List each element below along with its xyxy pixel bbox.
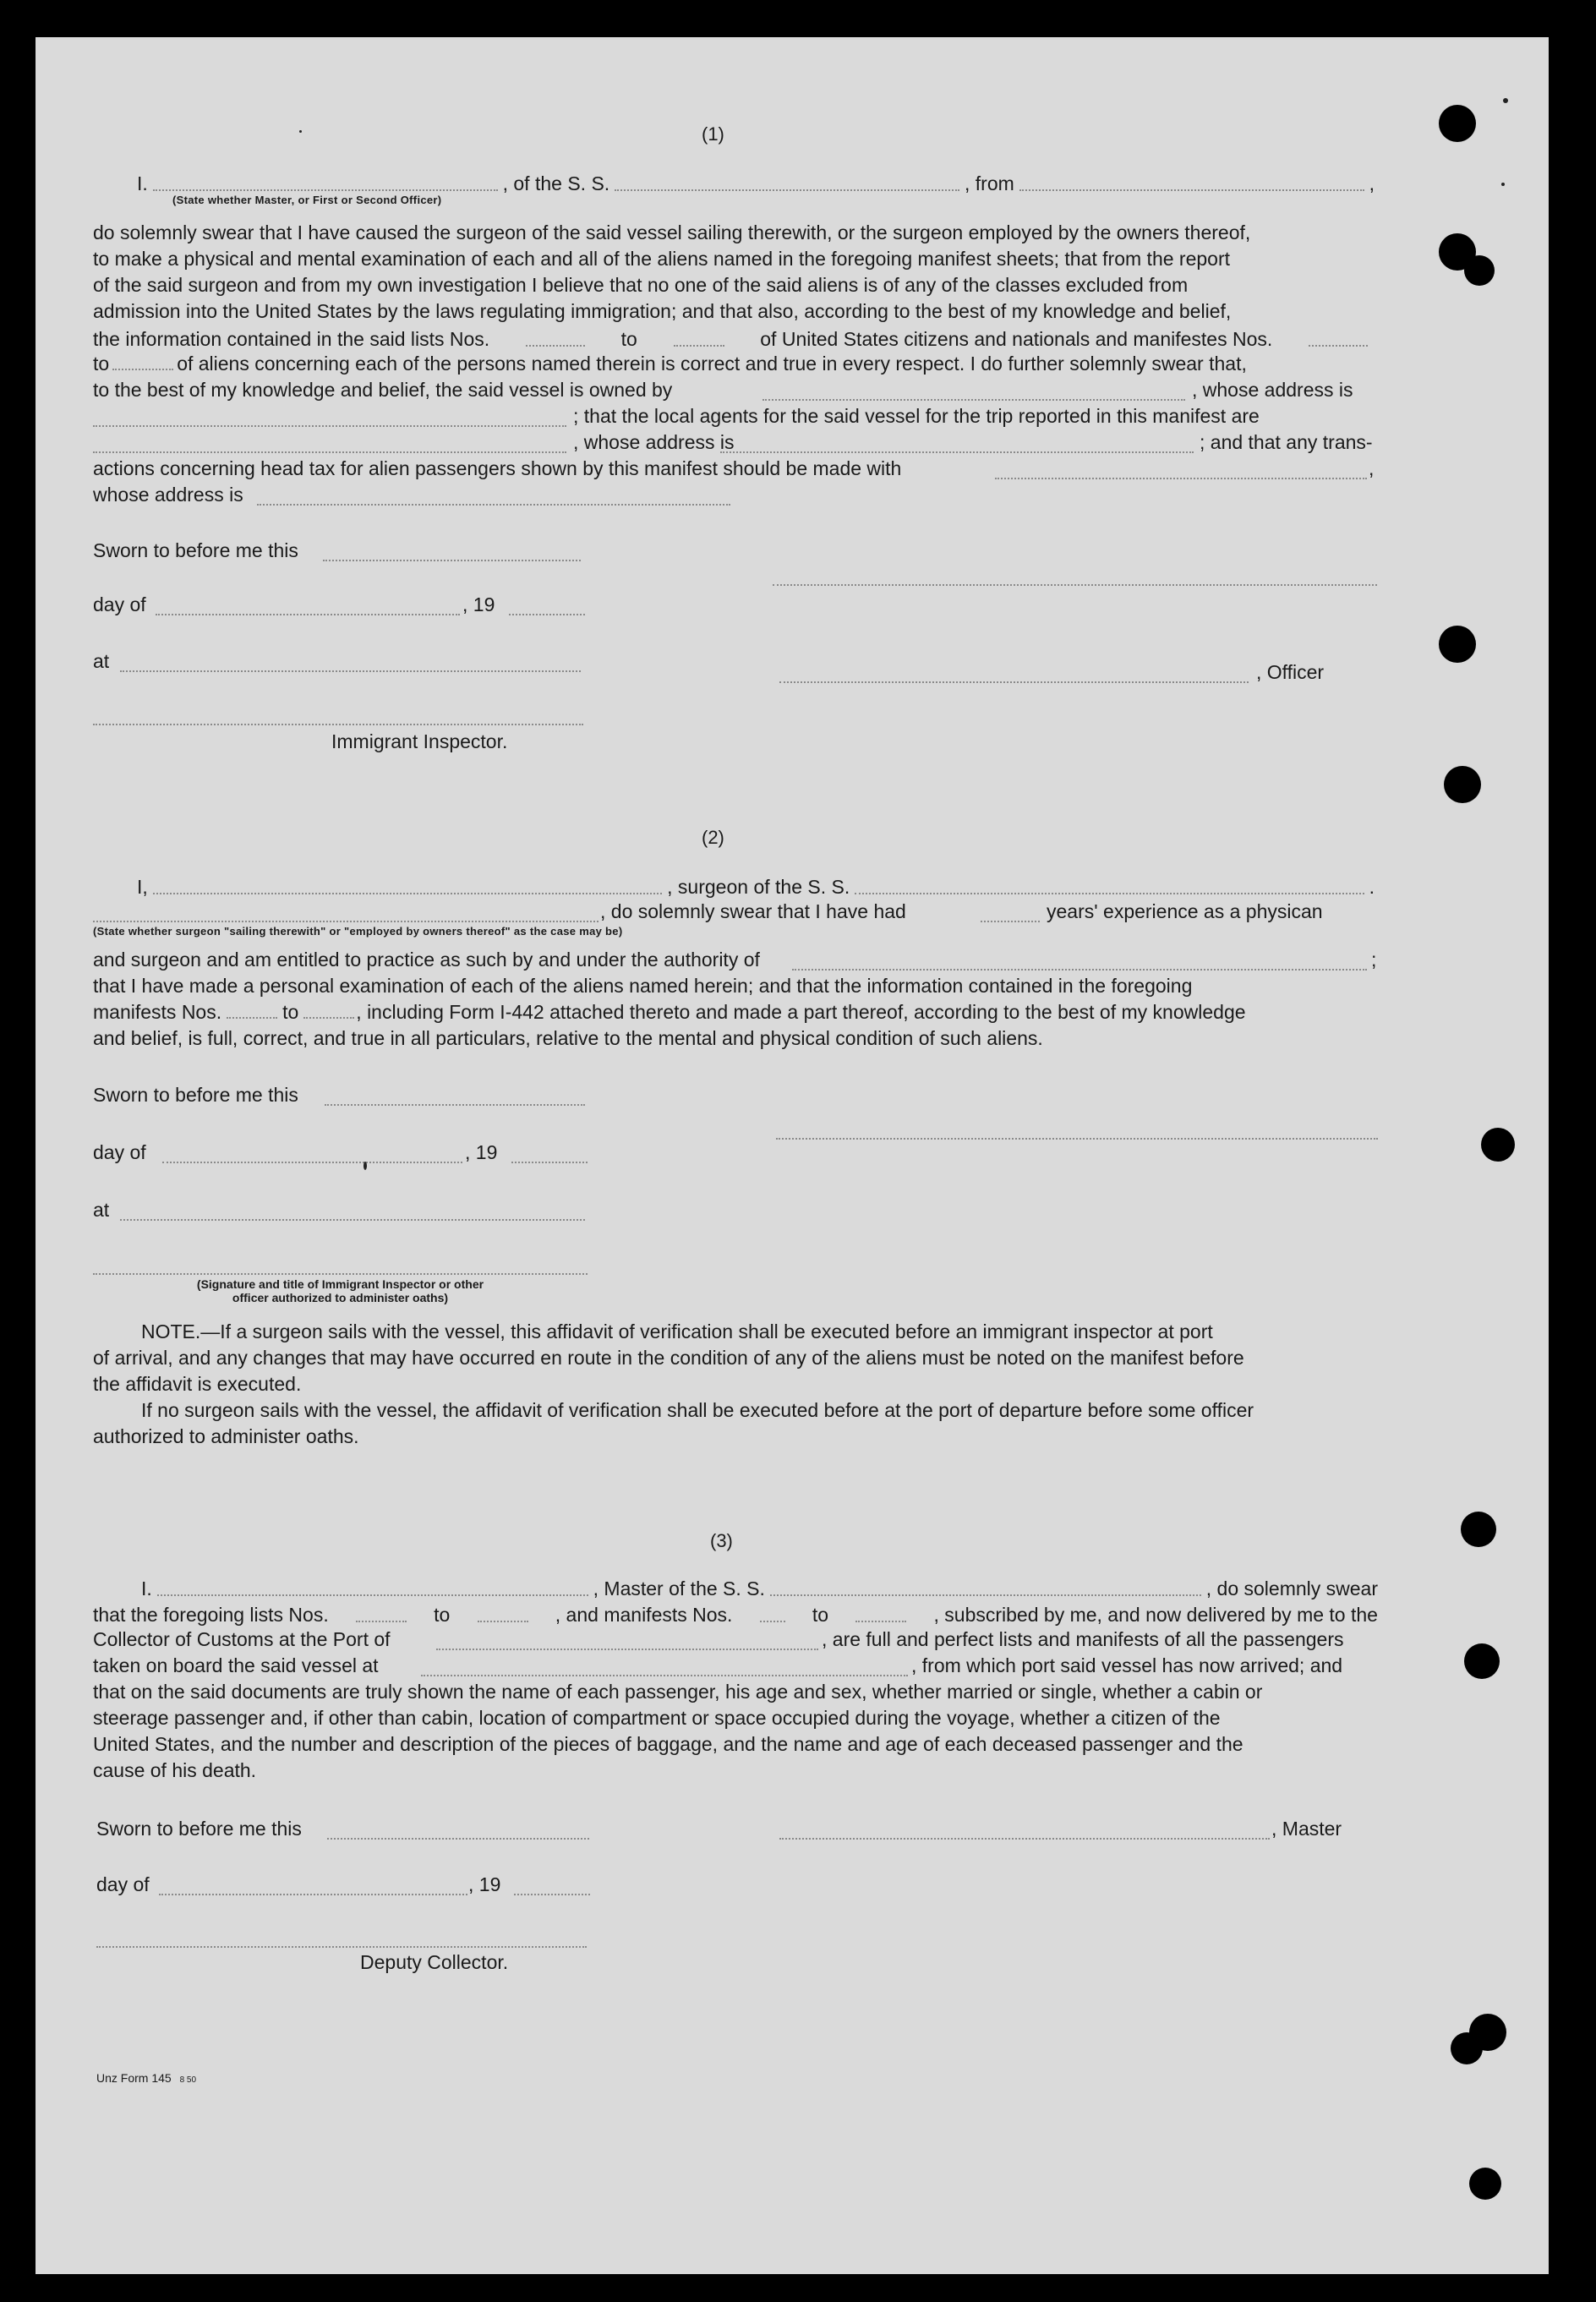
s2-manifests-to-field[interactable] xyxy=(303,1017,354,1019)
s1-line-8a: to the best of my knowledge and belief, the said vessel is owned by xyxy=(93,379,673,401)
departure-port-field[interactable] xyxy=(421,1675,908,1676)
s1-month-field[interactable] xyxy=(156,614,460,615)
paper-speck xyxy=(299,130,302,133)
s1-line-2: do solemnly swear that I have caused the surgeon of the said vessel sailing therewith, or the surgeon employed by the owners thereof, xyxy=(93,221,1251,243)
s2-line-2b: years' experience as a physican xyxy=(1047,900,1323,922)
s3-lists-from-field[interactable] xyxy=(356,1621,407,1622)
s2-line-6: and belief, is full, correct, and true in all particulars, relative to the mental and physical condition of such aliens. xyxy=(93,1027,1043,1049)
punch-hole xyxy=(1439,626,1476,663)
surgeon-name-field[interactable] xyxy=(153,893,662,894)
section-2-heading: (2) xyxy=(702,827,724,848)
s1-line-9: ; that the local agents for the said vessel for the trip reported in this manifest are xyxy=(573,405,1260,427)
note-line-3: the affidavit is executed. xyxy=(93,1373,302,1395)
section-3-heading: (3) xyxy=(710,1530,733,1551)
manifests-from-field[interactable] xyxy=(1309,345,1368,347)
s2-sworn-label: Sworn to before me this xyxy=(93,1084,298,1106)
s3-l1-c: , do solemnly swear xyxy=(1205,1577,1378,1599)
s1-l1-d: , xyxy=(1369,172,1375,194)
years-experience-field[interactable] xyxy=(981,921,1040,922)
s3-line-7: United States, and the number and description of the pieces of baggage, and the name and age of each deceased passenger and the xyxy=(93,1733,1243,1755)
s3-l2-c: , and manifests Nos. xyxy=(555,1604,733,1626)
s3-year-prefix: , 19 xyxy=(468,1873,501,1895)
s3-l1-a: I. xyxy=(141,1577,152,1599)
paper-speck xyxy=(363,1162,367,1170)
s1-rank-note: (State whether Master, or First or Second Officer) xyxy=(172,194,442,206)
s1-line-7 xyxy=(93,354,1247,374)
s3-line-3b: , are full and perfect lists and manifests of all the passengers xyxy=(822,1628,1344,1650)
surgeon-status-field[interactable] xyxy=(93,921,598,922)
s3-line-1 xyxy=(141,1577,1378,1600)
s2-sworn-date-field[interactable] xyxy=(325,1104,585,1106)
master-label: , Master xyxy=(1271,1818,1342,1840)
s2-line-3b: ; xyxy=(1371,949,1377,971)
note-line-1: NOTE.—If a surgeon sails with the vessel, this affidavit of verification shall be executed before an immigrant inspector at port xyxy=(141,1321,1213,1342)
s1-sworn-date-field[interactable] xyxy=(323,560,581,561)
s2-year-prefix: , 19 xyxy=(465,1141,498,1163)
affidavit-form-page xyxy=(36,37,1549,2274)
s1-line-10a: , whose address is xyxy=(573,431,735,453)
note-line-4: If no surgeon sails with the vessel, the affidavit of verification shall be executed before at the port of departure before some officer xyxy=(141,1399,1254,1421)
s2-signature-caption xyxy=(93,1277,588,1304)
punch-hole xyxy=(1444,766,1481,803)
punch-hole xyxy=(1481,1128,1515,1162)
s1-year-field[interactable] xyxy=(509,614,585,615)
s3-line-3a: Collector of Customs at the Port of xyxy=(93,1628,391,1650)
practice-authority-field[interactable] xyxy=(792,969,1367,971)
master-name-field[interactable] xyxy=(157,1594,588,1596)
s2-line-4: that I have made a personal examination of each of the aliens named herein; and that the information contained in the foregoing xyxy=(93,975,1193,997)
port-from-field[interactable] xyxy=(1019,189,1364,191)
s2-line-3a: and surgeon and am entitled to practice as such by and under the authority of xyxy=(93,949,760,971)
s3-l2-e: , subscribed by me, and now delivered by me to the xyxy=(933,1604,1378,1626)
s3-line-2 xyxy=(93,1604,1378,1627)
officer-signature-line[interactable] xyxy=(779,681,1249,683)
form-id-text: Unz Form 145 xyxy=(96,2071,172,2085)
s1-line-12: whose address is xyxy=(93,484,243,506)
s3-l2-a: that the foregoing lists Nos. xyxy=(93,1604,329,1626)
manifests-to-field[interactable] xyxy=(112,369,173,370)
s2-vessel-name-field[interactable] xyxy=(855,893,1364,894)
s1-l1-b: , of the S. S. xyxy=(502,172,610,194)
local-agents-field[interactable] xyxy=(93,451,566,453)
s2-month-field[interactable] xyxy=(162,1162,462,1163)
s1-signature-line[interactable] xyxy=(773,584,1377,586)
paper-speck xyxy=(1501,183,1505,186)
s3-line-5: that on the said documents are truly shown the name of each passenger, his age and sex, whether married or single, whether a cabin or xyxy=(93,1681,1263,1703)
form-identifier xyxy=(96,2071,196,2085)
citizens-list-to-field[interactable] xyxy=(674,345,724,347)
s3-line-8: cause of his death. xyxy=(93,1759,257,1781)
s2-l5-c: , including Form I-442 attached thereto and made a part thereof, according to the best of my knowledge xyxy=(356,1001,1246,1023)
s1-l1-c: , from xyxy=(965,172,1014,194)
s3-sworn-label: Sworn to before me this xyxy=(96,1818,302,1840)
s2-l5-b: to xyxy=(282,1001,299,1023)
inspector-signature-line[interactable] xyxy=(93,724,583,725)
s3-lists-to-field[interactable] xyxy=(478,1621,528,1622)
punch-hole xyxy=(1451,2032,1483,2064)
officer-label: , Officer xyxy=(1256,661,1325,683)
s2-l1-c: . xyxy=(1369,876,1375,898)
s3-vessel-name-field[interactable] xyxy=(770,1594,1201,1596)
s1-line-8b: , whose address is xyxy=(1192,379,1353,401)
s1-line-3: to make a physical and mental examination of each and all of the aliens named in the foregoing manifest sheets; that from the report xyxy=(93,248,1231,270)
s2-line-5 xyxy=(93,1003,1246,1022)
s2-year-field[interactable] xyxy=(511,1162,588,1163)
s1-l7-a: to xyxy=(93,353,110,375)
head-tax-address-field[interactable] xyxy=(257,504,730,506)
s2-place-field[interactable] xyxy=(120,1219,585,1221)
s2-dayof-label: day of xyxy=(93,1141,146,1163)
s2-line-1 xyxy=(137,876,1375,899)
s1-l6-c: of United States citizens and nationals and manifestes Nos. xyxy=(760,328,1273,350)
punch-hole xyxy=(1439,105,1476,142)
port-field[interactable] xyxy=(436,1649,818,1650)
s2-sig-note-1: (Signature and title of Immigrant Inspector or other xyxy=(196,1277,484,1291)
paper-speck xyxy=(1503,98,1508,103)
master-signature-line[interactable] xyxy=(779,1838,1270,1840)
s1-line-11b: , xyxy=(1369,457,1375,479)
punch-hole xyxy=(1461,1512,1496,1547)
punch-hole xyxy=(1469,2168,1501,2200)
s2-line-2a: , do solemnly swear that I have had xyxy=(600,900,906,922)
s1-sworn-label: Sworn to before me this xyxy=(93,539,298,561)
s1-line-6 xyxy=(93,328,1373,351)
s3-manifests-to-field[interactable] xyxy=(855,1621,906,1622)
s3-line-4a: taken on board the said vessel at xyxy=(93,1654,379,1676)
punch-hole xyxy=(1464,255,1495,286)
s2-status-note: (State whether surgeon "sailing therewith" or "employed by owners thereof" as the case may be) xyxy=(93,925,623,938)
s3-manifests-from-field[interactable] xyxy=(760,1621,785,1622)
punch-hole xyxy=(1464,1643,1500,1679)
s2-l1-a: I, xyxy=(137,876,148,898)
s3-year-field[interactable] xyxy=(514,1894,590,1895)
s2-at-label: at xyxy=(93,1199,110,1221)
inspector-label: Immigrant Inspector. xyxy=(331,730,508,752)
form-code-text: 8 50 xyxy=(179,2075,197,2085)
s1-l1-a: I. xyxy=(137,172,148,194)
collector-label: Deputy Collector. xyxy=(360,1951,509,1973)
s2-l5-a: manifests Nos. xyxy=(93,1001,222,1023)
agents-address-field[interactable] xyxy=(720,451,1194,453)
s1-line-10b: ; and that any trans- xyxy=(1200,431,1373,453)
s2-l1-b: , surgeon of the S. S. xyxy=(667,876,850,898)
s1-l6-b: to xyxy=(620,328,637,350)
s1-line-1 xyxy=(137,172,1375,195)
s1-year-prefix: , 19 xyxy=(462,593,495,615)
s1-line-4: of the said surgeon and from my own investigation I believe that no one of the said aliens is of any of the classes excluded from xyxy=(93,274,1189,296)
s3-l2-d: to xyxy=(812,1604,829,1626)
s3-l1-b: , Master of the S. S. xyxy=(593,1577,765,1599)
section-1-heading: (1) xyxy=(702,123,724,145)
owner-address-field[interactable] xyxy=(93,425,566,427)
surgeon-signature-line[interactable] xyxy=(776,1138,1378,1140)
vessel-name-field[interactable] xyxy=(615,189,959,191)
note-line-5: authorized to administer oaths. xyxy=(93,1425,359,1447)
collector-signature-line[interactable] xyxy=(96,1946,587,1948)
s1-l7-b: of aliens concerning each of the persons named therein is correct and true in every respect. I do further solemnly swear that, xyxy=(177,353,1247,375)
s3-line-6: steerage passenger and, if other than cabin, location of compartment or space occupied during the voyage, whether a citizen of the xyxy=(93,1707,1221,1729)
s3-sworn-date-field[interactable] xyxy=(327,1838,589,1840)
s3-dayof-label: day of xyxy=(96,1873,150,1895)
citizens-list-from-field[interactable] xyxy=(526,345,585,347)
s1-line-11a: actions concerning head tax for alien passengers shown by this manifest should be made with xyxy=(93,457,902,479)
head-tax-party-field[interactable] xyxy=(995,478,1367,479)
s1-place-field[interactable] xyxy=(120,670,581,672)
s3-l2-b: to xyxy=(434,1604,451,1626)
s1-dayof-label: day of xyxy=(93,593,146,615)
s3-month-field[interactable] xyxy=(159,1894,467,1895)
s1-line-5: admission into the United States by the laws regulating immigration; and that also, according to the best of my knowledge and belief, xyxy=(93,300,1232,322)
s2-inspector-signature-line[interactable] xyxy=(93,1273,588,1275)
s1-at-label: at xyxy=(93,650,110,672)
s2-manifests-from-field[interactable] xyxy=(227,1017,277,1019)
note-line-2: of arrival, and any changes that may have occurred en route in the condition of any of the aliens must be noted on the manifest before xyxy=(93,1347,1244,1369)
s2-sig-note-2: officer authorized to administer oaths) xyxy=(232,1291,449,1304)
rank-field[interactable] xyxy=(153,189,498,191)
s1-l6-a: the information contained in the said lists Nos. xyxy=(93,328,490,350)
s3-line-4b: , from which port said vessel has now arrived; and xyxy=(911,1654,1343,1676)
vessel-owner-field[interactable] xyxy=(762,399,1185,401)
